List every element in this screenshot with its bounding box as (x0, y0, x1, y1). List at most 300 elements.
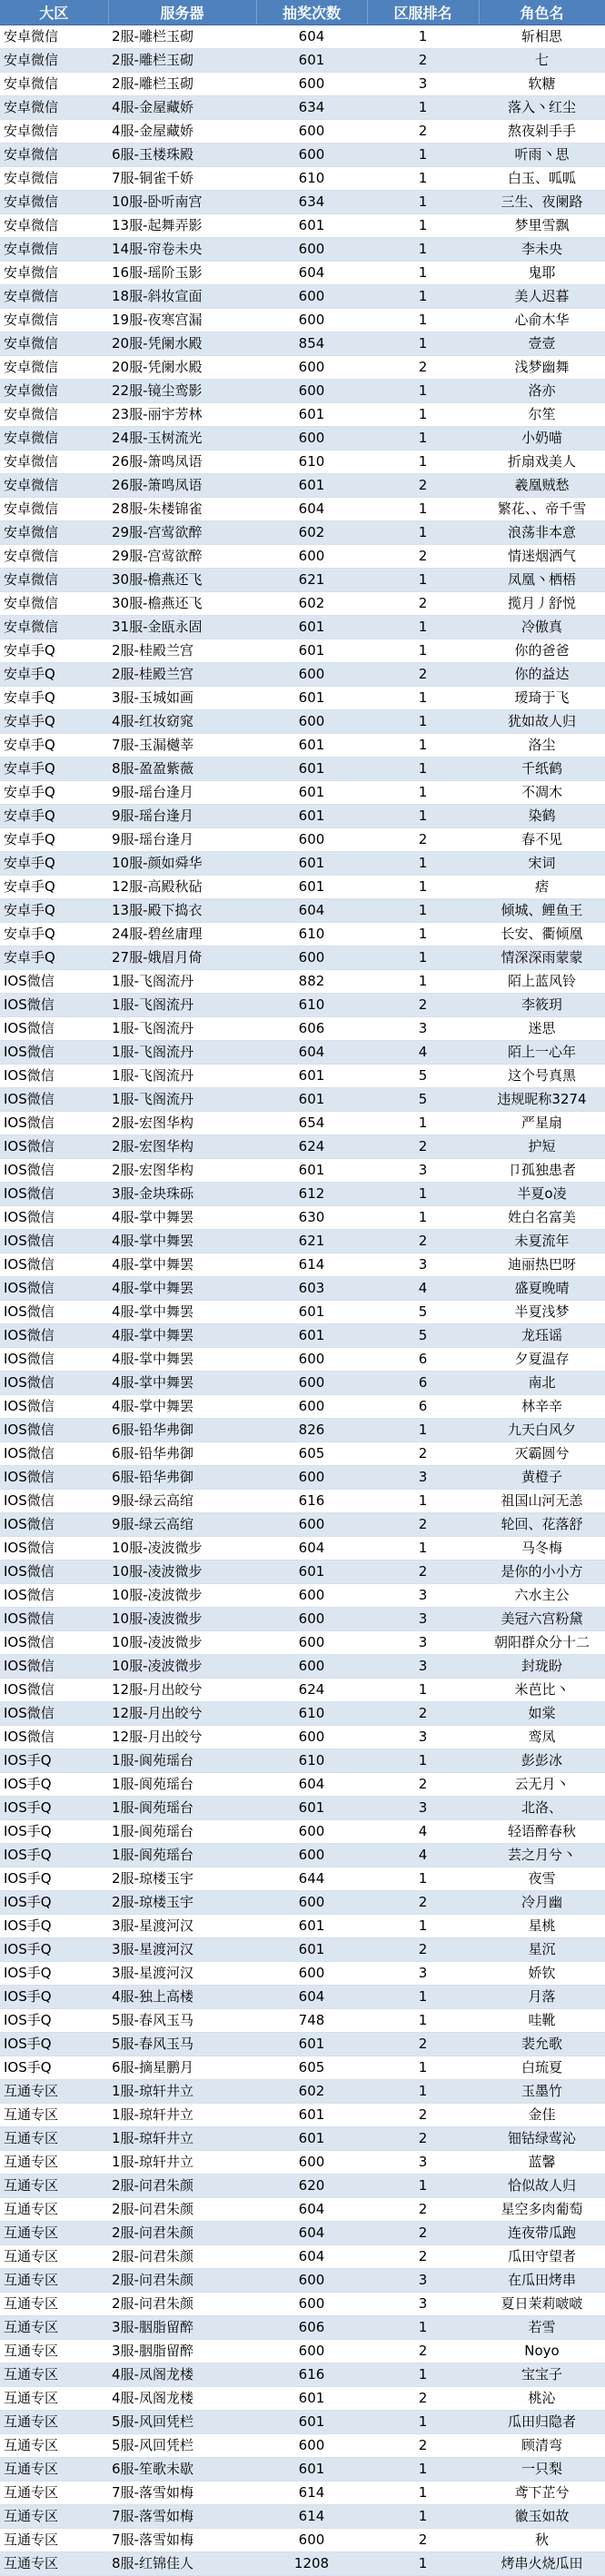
table-row (0, 214, 605, 238)
cell-role: 洛尘 (479, 734, 605, 758)
cell-role: 痞 (479, 876, 605, 899)
cell-region: 安卓微信 (0, 120, 108, 144)
cell-role: 米芭比丶 (479, 1679, 605, 1702)
cell-region: IOS微信 (0, 1230, 108, 1253)
cell-draws: 601 (256, 403, 367, 427)
cell-rank: 2 (367, 2245, 479, 2269)
cell-server: 2服-问君朱颜 (108, 2293, 256, 2316)
table-row (0, 616, 605, 639)
cell-server: 1服-阆苑瑶台 (108, 1844, 256, 1868)
cell-role: 娇钦 (479, 1962, 605, 1986)
cell-draws: 600 (256, 1395, 367, 1419)
cell-role: 夏日茉莉啵啵 (479, 2293, 605, 2316)
cell-draws: 634 (256, 191, 367, 214)
cell-rank: 3 (367, 2293, 479, 2316)
table-row (0, 781, 605, 805)
cell-region: IOS手Q (0, 1986, 108, 2009)
cell-rank: 1 (367, 923, 479, 946)
table-row (0, 285, 605, 309)
cell-rank: 3 (367, 1797, 479, 1820)
cell-server: 2服-宏图华构 (108, 1135, 256, 1159)
table-row (0, 1088, 605, 1112)
cell-server: 14服-帘卷未央 (108, 238, 256, 262)
cell-draws: 604 (256, 498, 367, 521)
header-draws: 抽奖次数 (256, 0, 367, 25)
cell-region: IOS手Q (0, 1891, 108, 1915)
cell-draws: 606 (256, 2316, 367, 2340)
table-row (0, 2269, 605, 2293)
cell-role: 金佳 (479, 2104, 605, 2127)
cell-region: 互通专区 (0, 2529, 108, 2552)
cell-draws: 854 (256, 332, 367, 356)
table-row (0, 1065, 605, 1088)
cell-server: 2服-宏图华构 (108, 1112, 256, 1135)
cell-rank: 1 (367, 403, 479, 427)
cell-rank: 1 (367, 616, 479, 639)
cell-draws: 610 (256, 167, 367, 191)
table-row (0, 1135, 605, 1159)
cell-server: 4服-掌中舞罢 (108, 1372, 256, 1395)
table-row (0, 1844, 605, 1868)
cell-region: 互通专区 (0, 2198, 108, 2222)
cell-region: 互通专区 (0, 2434, 108, 2458)
cell-role: 斩相思 (479, 25, 605, 49)
cell-rank: 1 (367, 380, 479, 403)
cell-role: 陌上一心年 (479, 1041, 605, 1065)
cell-rank: 1 (367, 498, 479, 521)
cell-server: 1服-琼轩井立 (108, 2104, 256, 2127)
cell-draws: 601 (256, 474, 367, 498)
cell-role: 熬夜剁手手 (479, 120, 605, 144)
cell-draws: 603 (256, 1277, 367, 1301)
cell-region: 互通专区 (0, 2363, 108, 2387)
cell-draws: 600 (256, 2340, 367, 2363)
cell-server: 9服-绿云高绾 (108, 1513, 256, 1537)
cell-server: 1服-阆苑瑶台 (108, 1820, 256, 1844)
cell-rank: 1 (367, 238, 479, 262)
cell-server: 4服-凤阁龙楼 (108, 2387, 256, 2411)
cell-region: 安卓手Q (0, 899, 108, 923)
cell-server: 12服-高殿秋砧 (108, 876, 256, 899)
cell-role: 星沉 (479, 1938, 605, 1962)
cell-role: 小奶喵 (479, 427, 605, 451)
cell-draws: 604 (256, 25, 367, 49)
cell-server: 3服-胭脂留醉 (108, 2340, 256, 2363)
cell-role: 揽月丿舒悦 (479, 592, 605, 616)
cell-server: 10服-凌波微步 (108, 1560, 256, 1584)
cell-draws: 600 (256, 2293, 367, 2316)
table-row (0, 1324, 605, 1348)
cell-rank: 2 (367, 1513, 479, 1537)
cell-role: 星桃 (479, 1915, 605, 1938)
cell-rank: 2 (367, 1560, 479, 1584)
cell-role: 连夜带瓜跑 (479, 2222, 605, 2245)
cell-server: 24服-碧丝庸理 (108, 923, 256, 946)
cell-draws: 604 (256, 1041, 367, 1065)
cell-draws: 601 (256, 1938, 367, 1962)
cell-region: 安卓微信 (0, 545, 108, 569)
cell-role: 白琉夏 (479, 2056, 605, 2080)
cell-region: 安卓手Q (0, 805, 108, 828)
cell-server: 1服-飞阁流丹 (108, 994, 256, 1017)
cell-server: 22服-镜尘鸾影 (108, 380, 256, 403)
table-row (0, 144, 605, 167)
cell-draws: 601 (256, 1560, 367, 1584)
cell-server: 29服-宫莺欲醉 (108, 545, 256, 569)
cell-region: IOS微信 (0, 1041, 108, 1065)
cell-region: IOS微信 (0, 1135, 108, 1159)
table-row (0, 1702, 605, 1726)
cell-role: 李筱玥 (479, 994, 605, 1017)
cell-region: IOS手Q (0, 2009, 108, 2033)
cell-role: 美冠六宫粉黛 (479, 1608, 605, 1631)
cell-role: 哇靴 (479, 2009, 605, 2033)
cell-region: 安卓手Q (0, 946, 108, 970)
cell-role: 若雪 (479, 2316, 605, 2340)
table-row (0, 2363, 605, 2387)
cell-rank: 2 (367, 2340, 479, 2363)
cell-role: 千纸鹤 (479, 758, 605, 781)
cell-role: 如棠 (479, 1702, 605, 1726)
cell-draws: 604 (256, 2222, 367, 2245)
cell-region: IOS微信 (0, 1253, 108, 1277)
cell-rank: 1 (367, 521, 479, 545)
cell-role: 这个号真黑 (479, 1065, 605, 1088)
cell-region: IOS微信 (0, 1395, 108, 1419)
cell-draws: 604 (256, 1773, 367, 1797)
cell-draws: 748 (256, 2009, 367, 2033)
cell-rank: 2 (367, 2198, 479, 2222)
cell-server: 9服-瑶台逢月 (108, 805, 256, 828)
cell-server: 10服-颜如舜华 (108, 852, 256, 876)
cell-draws: 644 (256, 1868, 367, 1891)
cell-server: 4服-独上高楼 (108, 1986, 256, 2009)
cell-draws: 1208 (256, 2552, 367, 2576)
cell-role: 折扇戏美人 (479, 451, 605, 474)
cell-region: IOS微信 (0, 1513, 108, 1537)
cell-role: 违规昵称3274 (479, 1088, 605, 1112)
cell-server: 5服-风回凭栏 (108, 2434, 256, 2458)
cell-draws: 600 (256, 1348, 367, 1372)
cell-server: 4服-掌中舞罢 (108, 1206, 256, 1230)
cell-draws: 601 (256, 616, 367, 639)
table-row (0, 1513, 605, 1537)
cell-role: 北洛、 (479, 1797, 605, 1820)
cell-rank: 1 (367, 687, 479, 710)
cell-draws: 601 (256, 1088, 367, 1112)
cell-region: IOS微信 (0, 994, 108, 1017)
cell-draws: 605 (256, 1442, 367, 1466)
cell-region: IOS微信 (0, 1631, 108, 1655)
cell-region: 安卓微信 (0, 521, 108, 545)
cell-server: 4服-金屋藏娇 (108, 120, 256, 144)
table-row (0, 1159, 605, 1183)
cell-draws: 610 (256, 1702, 367, 1726)
table-row (0, 2316, 605, 2340)
cell-rank: 1 (367, 25, 479, 49)
cell-role: 秋 (479, 2529, 605, 2552)
table-row (0, 1631, 605, 1655)
table-row (0, 1560, 605, 1584)
cell-region: IOS手Q (0, 1868, 108, 1891)
cell-rank: 2 (367, 49, 479, 73)
table-row (0, 1749, 605, 1773)
cell-draws: 600 (256, 828, 367, 852)
table-row (0, 2505, 605, 2529)
cell-draws: 614 (256, 2482, 367, 2505)
cell-role: 封珑盼 (479, 1655, 605, 1679)
cell-role: 迪丽热巴呀 (479, 1253, 605, 1277)
table-row (0, 2198, 605, 2222)
cell-draws: 601 (256, 2104, 367, 2127)
table-row (0, 1608, 605, 1631)
cell-rank: 1 (367, 2080, 479, 2104)
cell-rank: 2 (367, 1702, 479, 1726)
cell-role: 瑷琦于飞 (479, 687, 605, 710)
table-row (0, 828, 605, 852)
cell-rank: 2 (367, 592, 479, 616)
table-row (0, 1372, 605, 1395)
cell-rank: 2 (367, 1442, 479, 1466)
cell-region: 安卓手Q (0, 876, 108, 899)
cell-rank: 2 (367, 1773, 479, 1797)
cell-rank: 2 (367, 2529, 479, 2552)
table-row (0, 309, 605, 332)
table-row (0, 970, 605, 994)
table-row (0, 2293, 605, 2316)
cell-rank: 1 (367, 899, 479, 923)
table-row (0, 96, 605, 120)
cell-role: 朝阳群众分十二 (479, 1631, 605, 1655)
cell-rank: 3 (367, 1962, 479, 1986)
cell-region: IOS微信 (0, 1088, 108, 1112)
cell-rank: 2 (367, 2222, 479, 2245)
cell-server: 2服-桂殿兰宫 (108, 663, 256, 687)
table-row (0, 2056, 605, 2080)
table-row (0, 1112, 605, 1135)
cell-draws: 600 (256, 1466, 367, 1490)
cell-server: 16服-瑶阶玉影 (108, 262, 256, 285)
cell-rank: 1 (367, 1206, 479, 1230)
cell-region: 互通专区 (0, 2245, 108, 2269)
table-row (0, 899, 605, 923)
cell-server: 2服-雕栏玉砌 (108, 73, 256, 96)
cell-draws: 621 (256, 569, 367, 592)
cell-draws: 600 (256, 710, 367, 734)
cell-rank: 5 (367, 1088, 479, 1112)
table-row (0, 852, 605, 876)
cell-rank: 3 (367, 1253, 479, 1277)
table-row (0, 167, 605, 191)
cell-region: 安卓微信 (0, 592, 108, 616)
cell-region: IOS微信 (0, 1419, 108, 1442)
table-row (0, 569, 605, 592)
table-row (0, 73, 605, 96)
cell-role: 冷傲真 (479, 616, 605, 639)
cell-server: 2服-雕栏玉砌 (108, 25, 256, 49)
cell-draws: 601 (256, 805, 367, 828)
cell-region: 安卓微信 (0, 285, 108, 309)
cell-rank: 1 (367, 758, 479, 781)
cell-rank: 6 (367, 1348, 479, 1372)
cell-role: 凤凰丶栖梧 (479, 569, 605, 592)
cell-role: 美人迟暮 (479, 285, 605, 309)
table-row (0, 1041, 605, 1065)
cell-server: 4服-金屋藏娇 (108, 96, 256, 120)
cell-draws: 612 (256, 1183, 367, 1206)
cell-region: 互通专区 (0, 2340, 108, 2363)
cell-server: 1服-阆苑瑶台 (108, 1773, 256, 1797)
cell-rank: 3 (367, 1608, 479, 1631)
cell-role: 繁花、、帝千雪 (479, 498, 605, 521)
cell-role: 不凋木 (479, 781, 605, 805)
cell-role: 李未央 (479, 238, 605, 262)
cell-rank: 1 (367, 876, 479, 899)
cell-region: 安卓微信 (0, 49, 108, 73)
cell-draws: 600 (256, 309, 367, 332)
table-row (0, 521, 605, 545)
table-row (0, 2245, 605, 2269)
table-row (0, 946, 605, 970)
header-rank: 区服排名 (367, 0, 479, 25)
cell-region: 安卓微信 (0, 191, 108, 214)
table-row (0, 403, 605, 427)
cell-draws: 600 (256, 946, 367, 970)
cell-region: 安卓手Q (0, 639, 108, 663)
cell-role: Noyo (479, 2340, 605, 2363)
cell-role: 六水主公 (479, 1584, 605, 1608)
cell-role: 月落 (479, 1986, 605, 2009)
cell-server: 7服-落雪如梅 (108, 2482, 256, 2505)
cell-draws: 600 (256, 120, 367, 144)
table-row (0, 876, 605, 899)
cell-server: 27服-娥眉月倚 (108, 946, 256, 970)
cell-rank: 3 (367, 1017, 479, 1041)
cell-region: 安卓手Q (0, 923, 108, 946)
cell-rank: 1 (367, 2552, 479, 2576)
table-row (0, 2529, 605, 2552)
cell-draws: 826 (256, 1419, 367, 1442)
table-row (0, 2104, 605, 2127)
cell-role: 黄橙子 (479, 1466, 605, 1490)
cell-draws: 600 (256, 2434, 367, 2458)
cell-role: 情深深雨蒙蒙 (479, 946, 605, 970)
cell-server: 4服-掌中舞罢 (108, 1277, 256, 1301)
cell-rank: 1 (367, 2505, 479, 2529)
cell-region: 安卓微信 (0, 451, 108, 474)
cell-rank: 1 (367, 946, 479, 970)
cell-rank: 1 (367, 639, 479, 663)
cell-draws: 601 (256, 1065, 367, 1088)
cell-draws: 600 (256, 1891, 367, 1915)
cell-rank: 1 (367, 285, 479, 309)
table-row (0, 238, 605, 262)
cell-server: 20服-凭阑水殿 (108, 332, 256, 356)
cell-draws: 604 (256, 262, 367, 285)
cell-draws: 600 (256, 2529, 367, 2552)
cell-region: IOS微信 (0, 1608, 108, 1631)
cell-server: 30服-檐燕还飞 (108, 592, 256, 616)
cell-server: 10服-凌波微步 (108, 1584, 256, 1608)
cell-server: 13服-殿下捣衣 (108, 899, 256, 923)
cell-draws: 602 (256, 521, 367, 545)
cell-draws: 604 (256, 1537, 367, 1560)
cell-role: 星空多肉葡萄 (479, 2198, 605, 2222)
cell-server: 4服-掌中舞罢 (108, 1301, 256, 1324)
cell-region: 互通专区 (0, 2080, 108, 2104)
cell-draws: 600 (256, 545, 367, 569)
cell-server: 6服-玉楼珠殿 (108, 144, 256, 167)
cell-region: 互通专区 (0, 2482, 108, 2505)
cell-role: 你的爸爸 (479, 639, 605, 663)
cell-server: 10服-凌波微步 (108, 1608, 256, 1631)
table-row (0, 758, 605, 781)
cell-region: IOS手Q (0, 1773, 108, 1797)
cell-region: 安卓手Q (0, 734, 108, 758)
cell-region: IOS微信 (0, 1584, 108, 1608)
cell-draws: 604 (256, 2198, 367, 2222)
cell-server: 7服-玉漏樾莘 (108, 734, 256, 758)
table-row (0, 1584, 605, 1608)
cell-rank: 1 (367, 214, 479, 238)
cell-rank: 2 (367, 2104, 479, 2127)
cell-rank: 1 (367, 167, 479, 191)
cell-server: 2服-琼楼玉宇 (108, 1868, 256, 1891)
cell-rank: 2 (367, 2434, 479, 2458)
cell-rank: 1 (367, 1537, 479, 1560)
cell-draws: 600 (256, 1726, 367, 1749)
table-row (0, 1230, 605, 1253)
cell-server: 12服-月出皎兮 (108, 1679, 256, 1702)
cell-server: 2服-问君朱颜 (108, 2245, 256, 2269)
cell-region: 安卓微信 (0, 569, 108, 592)
cell-region: IOS微信 (0, 1726, 108, 1749)
cell-role: 你的益达 (479, 663, 605, 687)
cell-role: 轮回、花落舒 (479, 1513, 605, 1537)
cell-server: 3服-星渡河汉 (108, 1938, 256, 1962)
cell-server: 3服-星渡河汉 (108, 1915, 256, 1938)
table-row (0, 2080, 605, 2104)
cell-draws: 610 (256, 923, 367, 946)
cell-role: 浪荡非本意 (479, 521, 605, 545)
cell-draws: 600 (256, 356, 367, 380)
cell-role: 鸢下芷兮 (479, 2482, 605, 2505)
cell-rank: 5 (367, 1301, 479, 1324)
cell-region: IOS微信 (0, 1537, 108, 1560)
cell-rank: 2 (367, 2387, 479, 2411)
cell-server: 6服-铅华弗御 (108, 1442, 256, 1466)
table-row (0, 1442, 605, 1466)
table-row (0, 2387, 605, 2411)
cell-role: 卩孤独患者 (479, 1159, 605, 1183)
cell-server: 7服-落雪如梅 (108, 2529, 256, 2552)
cell-role: 在瓜田烤串 (479, 2269, 605, 2293)
cell-region: 安卓手Q (0, 710, 108, 734)
cell-rank: 1 (367, 2056, 479, 2080)
cell-draws: 600 (256, 1584, 367, 1608)
cell-draws: 606 (256, 1017, 367, 1041)
cell-region: 安卓微信 (0, 616, 108, 639)
table-row (0, 1419, 605, 1442)
cell-role: 龙珏谣 (479, 1324, 605, 1348)
cell-draws: 601 (256, 639, 367, 663)
table-body (0, 25, 605, 2576)
cell-region: 安卓微信 (0, 403, 108, 427)
cell-role: 宋词 (479, 852, 605, 876)
cell-role: 心俞木华 (479, 309, 605, 332)
cell-rank: 1 (367, 734, 479, 758)
cell-role: 冷月幽 (479, 1891, 605, 1915)
